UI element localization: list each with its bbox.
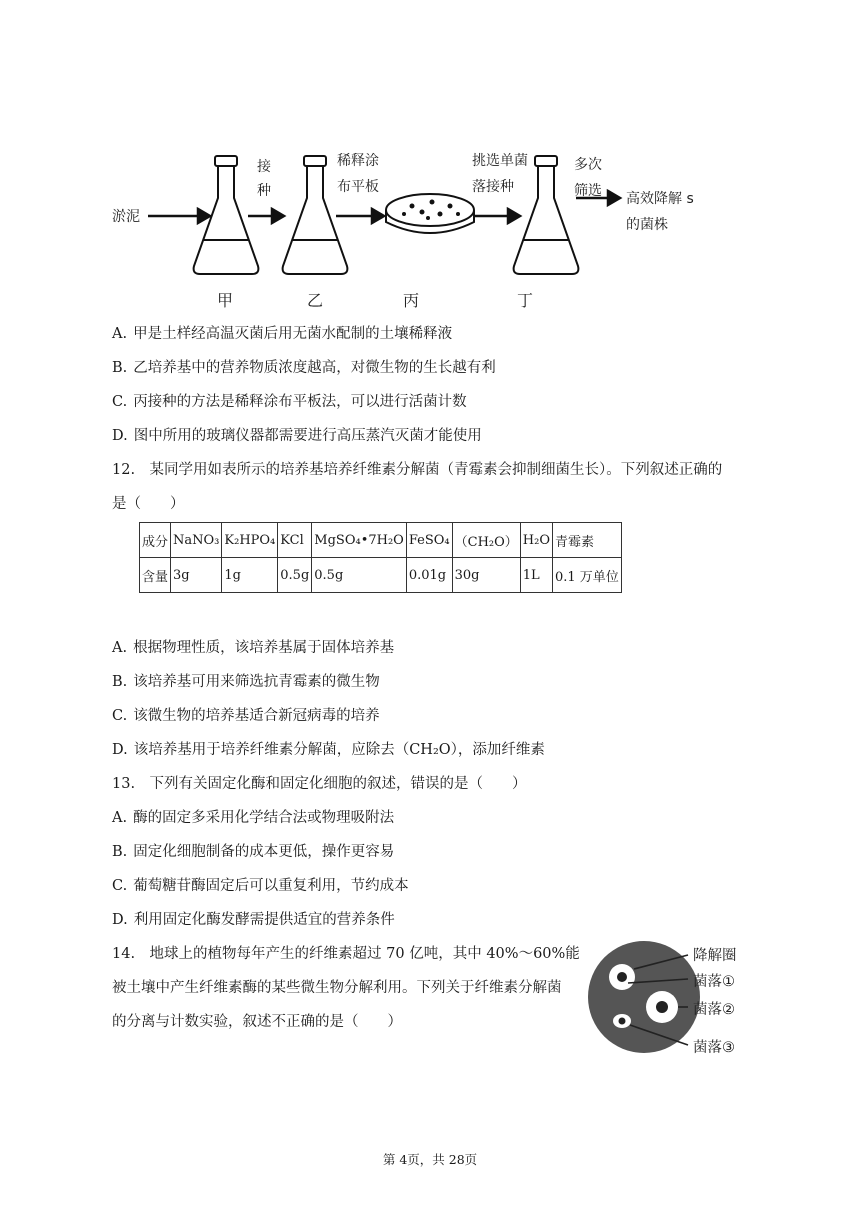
table-cell: 青霉素	[553, 523, 622, 558]
diagram-label-arrow3-bottom: 落接种	[472, 179, 514, 195]
table-row	[140, 558, 622, 593]
table-cell: FeSO₄	[406, 523, 452, 558]
page-footer: 第 4页，共 28页	[382, 1152, 478, 1167]
q13-option-a: A. 酶的固定多采用化学结合法或物理吸附法	[112, 810, 395, 826]
q12-option-c: C. 该微生物的培养基适合新冠病毒的培养	[112, 708, 380, 724]
table-cell: KCl	[278, 523, 312, 558]
flask-ding-icon	[514, 156, 579, 274]
table-cell: 含量	[140, 558, 171, 593]
stage-label-bing: 丙	[403, 291, 420, 310]
table-cell: 30g	[452, 558, 520, 593]
petri-dish-icon	[386, 194, 474, 233]
figure-label-colony-2: 菌落②	[693, 1002, 735, 1018]
table-cell: 3g	[171, 558, 222, 593]
stage-label-jia: 甲	[217, 291, 234, 310]
table-cell: MgSO₄•7H₂O	[312, 523, 407, 558]
q11-option-c: C. 丙接种的方法是稀释涂布平板法，可以进行活菌计数	[112, 394, 467, 410]
table-cell: 1g	[222, 558, 278, 593]
q11-option-b: B. 乙培养基中的营养物质浓度越高，对微生物的生长越有利	[112, 360, 496, 376]
table-cell: H₂O	[520, 523, 552, 558]
table-cell: 0.01g	[406, 558, 452, 593]
q12-stem-line1: 12. 某同学用如表所示的培养基培养纤维素分解菌（青霉素会抑制细菌生长）。下列叙述正确的	[112, 462, 723, 478]
q11-option-d: D. 图中所用的玻璃仪器都需要进行高压蒸汽灭菌才能使用	[112, 428, 482, 444]
q14-stem-line2: 被土壤中产生纤维素酶的某些微生物分解利用。下列关于纤维素分解菌	[112, 980, 562, 996]
diagram-label-arrow2-top: 稀释涂	[337, 153, 379, 169]
q12-option-b: B. 该培养基可用来筛选抗青霉素的微生物	[112, 674, 380, 690]
diagram-label-arrow3-top: 挑选单菌	[472, 153, 528, 169]
q12-stem-line2: 是（ ）	[112, 496, 185, 512]
figure-label-degradation-zone: 降解圈	[693, 948, 737, 964]
table-row	[140, 523, 622, 558]
q14-stem-line1: 14. 地球上的植物每年产生的纤维素超过 70 亿吨，其中 40%～60%能	[112, 946, 580, 962]
table-cell: 0.1 万单位	[553, 558, 622, 593]
diagram-label-arrow2-bottom: 布平板	[337, 179, 379, 195]
flow-diagram	[0, 0, 860, 320]
q12-option-d: D. 该培养基用于培养纤维素分解菌，应除去（CH₂O），添加纤维素	[112, 742, 545, 758]
table-cell: 0.5g	[278, 558, 312, 593]
diagram-label-end-top: 高效降解 s	[626, 191, 694, 207]
stage-label-yi: 乙	[307, 291, 324, 310]
q13-option-d: D. 利用固定化酶发酵需提供适宜的营养条件	[112, 912, 395, 928]
diagram-label-arrow1-top: 接	[257, 159, 271, 175]
diagram-label-arrow4-bottom: 筛选	[574, 183, 602, 199]
figure-label-colony-3: 菌落③	[693, 1040, 735, 1056]
agar-plate-icon	[588, 941, 700, 1053]
diagram-label-arrow4-top: 多次	[574, 157, 602, 173]
q11-option-a: A. 甲是土样经高温灭菌后用无菌水配制的土壤稀释液	[112, 326, 453, 342]
table-cell: K₂HPO₄	[222, 523, 278, 558]
table-cell: 成分	[140, 523, 171, 558]
q14-stem-line3: 的分离与计数实验，叙述不正确的是（ ）	[112, 1014, 402, 1030]
table-cell: NaNO₃	[171, 523, 222, 558]
table-cell: 1L	[520, 558, 552, 593]
table-cell: 0.5g	[312, 558, 407, 593]
q13-stem: 13. 下列有关固定化酶和固定化细胞的叙述，错误的是（ ）	[112, 776, 527, 792]
q12-medium-table	[139, 522, 622, 593]
diagram-label-end-bottom: 的菌株	[626, 217, 668, 233]
stage-label-ding: 丁	[517, 291, 534, 310]
q12-option-a: A. 根据物理性质，该培养基属于固体培养基	[112, 640, 395, 656]
table-cell: （CH₂O）	[452, 523, 520, 558]
diagram-label-start: 淤泥	[112, 209, 140, 225]
figure-label-colony-1: 菌落①	[693, 974, 735, 990]
q13-option-b: B. 固定化细胞制备的成本更低，操作更容易	[112, 844, 395, 860]
q13-option-c: C. 葡萄糖苷酶固定后可以重复利用，节约成本	[112, 878, 409, 894]
diagram-label-arrow1-bottom: 种	[257, 183, 271, 199]
